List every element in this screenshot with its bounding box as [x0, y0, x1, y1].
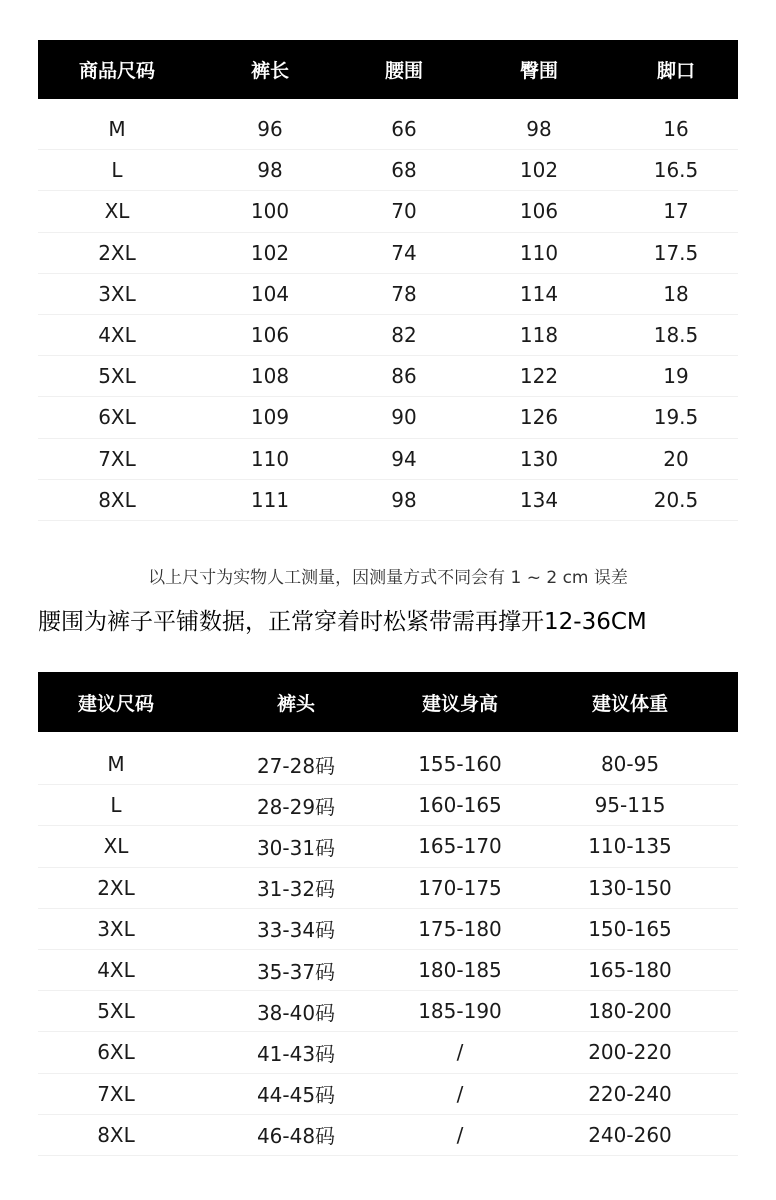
recommend-table-cell: 5XL	[97, 999, 135, 1024]
size-table-cell: 66	[391, 117, 417, 142]
recommend-table-row	[38, 826, 738, 867]
size-table-cell: 104	[250, 281, 290, 306]
size-table-header-cell: 脚口	[656, 60, 695, 82]
size-table-cell: 109	[250, 405, 290, 430]
recommend-table-cell: 44-45码	[256, 1083, 336, 1108]
recommend-table-cell: 130-150	[588, 875, 672, 900]
size-table-cell: 82	[391, 323, 417, 348]
recommend-table-cell: 80-95	[600, 752, 660, 777]
recommend-table-header	[38, 672, 738, 732]
size-table	[38, 40, 738, 521]
size-table-cell: M	[108, 117, 126, 142]
recommend-table-cell: M	[107, 752, 125, 777]
size-table-cell: 4XL	[98, 323, 136, 348]
recommend-table-cell: 30-31码	[256, 835, 336, 860]
recommend-table-row	[38, 1032, 738, 1073]
recommend-table-row	[38, 868, 738, 909]
recommend-table-cell: 170-175	[418, 875, 502, 900]
recommend-table-cell: 2XL	[97, 875, 135, 900]
size-table-header-cell: 裤长	[250, 60, 289, 82]
size-table-cell: 106	[519, 199, 559, 224]
size-table-cell: 122	[519, 364, 559, 389]
measurement-note: 以上尺寸为实物人工测量，因测量方式不同会有 1 ~ 2 cm 误差	[148, 568, 628, 588]
recommend-table-cell: 46-48码	[256, 1124, 336, 1149]
size-table-cell: 19.5	[653, 405, 699, 430]
waist-note: 腰围为裤子平铺数据，正常穿着时松紧带需再撑开12-36CM	[38, 609, 647, 635]
size-table-cell: 110	[250, 446, 290, 471]
recommend-table-body	[38, 732, 738, 1156]
recommend-table-cell: 31-32码	[256, 877, 336, 902]
recommend-table-row	[38, 1074, 738, 1115]
size-table-body	[38, 99, 738, 521]
recommend-table-row	[38, 785, 738, 826]
recommend-table-cell: 165-180	[588, 958, 672, 983]
size-table-cell: 16.5	[653, 158, 699, 183]
size-table-row	[38, 150, 738, 191]
size-table-cell: 90	[391, 405, 417, 430]
recommend-table-cell: 8XL	[97, 1122, 135, 1147]
size-table-cell: 16	[663, 117, 689, 142]
size-table-cell: 70	[391, 199, 417, 224]
size-table-row	[38, 315, 738, 356]
recommend-table-header-cell: 裤头	[276, 692, 315, 715]
recommend-table-cell: 240-260	[588, 1122, 672, 1147]
recommend-table-row	[38, 744, 738, 785]
size-table-row	[38, 233, 738, 274]
size-table-cell: 130	[519, 446, 559, 471]
size-table-header-cell: 臀围	[519, 60, 558, 82]
size-table-cell: XL	[104, 199, 130, 224]
size-table-cell: 98	[257, 158, 283, 183]
recommend-table-cell: 38-40码	[256, 1000, 336, 1025]
size-table-header-cell: 腰围	[384, 60, 423, 82]
recommend-table-cell: 41-43码	[256, 1041, 336, 1066]
size-table-cell: 108	[250, 364, 290, 389]
recommend-table-cell: L	[110, 793, 122, 818]
size-table-cell: 68	[391, 158, 417, 183]
recommend-table-cell: 33-34码	[256, 918, 336, 943]
recommend-table-cell: 180-185	[418, 958, 502, 983]
size-table-cell: 126	[519, 405, 559, 430]
size-table-cell: 74	[391, 240, 417, 265]
recommend-table-row	[38, 950, 738, 991]
recommend-table-cell: 7XL	[97, 1081, 135, 1106]
size-table-cell: 78	[391, 281, 417, 306]
size-table-cell: 114	[519, 281, 559, 306]
recommend-table-cell: /	[456, 1040, 464, 1065]
recommend-table-cell: 27-28码	[256, 753, 336, 778]
size-table-cell: 17.5	[653, 240, 699, 265]
size-table-cell: 110	[519, 240, 559, 265]
size-table-cell: 5XL	[98, 364, 136, 389]
recommend-table-cell: 35-37码	[256, 959, 336, 984]
size-table-cell: 98	[391, 487, 417, 512]
size-table-row	[38, 191, 738, 232]
size-table-cell: L	[111, 158, 123, 183]
size-table-cell: 2XL	[98, 240, 136, 265]
size-table-cell: 118	[519, 323, 559, 348]
size-table-row	[38, 480, 738, 521]
size-table-header	[38, 40, 738, 99]
size-table-row	[38, 397, 738, 438]
size-table-cell: 8XL	[98, 487, 136, 512]
size-table-cell: 94	[391, 446, 417, 471]
recommend-table-cell: 185-190	[418, 999, 502, 1024]
recommend-table-cell: 110-135	[588, 834, 672, 859]
size-table-header-cell: 商品尺码	[78, 60, 155, 82]
size-table-cell: 98	[526, 117, 552, 142]
recommend-table-cell: 175-180	[418, 916, 502, 941]
recommend-table-header-cell: 建议尺码	[77, 692, 154, 715]
recommend-table-cell: 95-115	[594, 793, 666, 818]
size-table-cell: 100	[250, 199, 290, 224]
size-table-cell: 18	[663, 281, 689, 306]
size-table-cell: 19	[663, 364, 689, 389]
recommend-table-row	[38, 991, 738, 1032]
size-table-row	[38, 439, 738, 480]
recommend-table-cell: /	[456, 1122, 464, 1147]
size-table-cell: 6XL	[98, 405, 136, 430]
size-table-cell: 102	[250, 240, 290, 265]
recommend-table-row	[38, 1115, 738, 1156]
recommend-table-cell: XL	[103, 834, 129, 859]
recommend-table-header-cell: 建议身高	[421, 692, 498, 715]
recommend-table-cell: 160-165	[418, 793, 502, 818]
recommend-table-row	[38, 909, 738, 950]
recommend-table-cell: 6XL	[97, 1040, 135, 1065]
recommend-table-header-cell: 建议体重	[591, 692, 668, 715]
recommend-table-cell: 4XL	[97, 958, 135, 983]
size-table-cell: 3XL	[98, 281, 136, 306]
size-table-cell: 102	[519, 158, 559, 183]
recommend-table-cell: 220-240	[588, 1081, 672, 1106]
size-table-row	[38, 109, 738, 150]
size-table-row	[38, 356, 738, 397]
recommend-table	[38, 672, 738, 1156]
recommend-table-cell: 150-165	[588, 916, 672, 941]
recommend-table-cell: 180-200	[588, 999, 672, 1024]
size-table-cell: 18.5	[653, 323, 699, 348]
recommend-table-cell: 200-220	[588, 1040, 672, 1065]
recommend-table-cell: 155-160	[418, 752, 502, 777]
recommend-table-cell: /	[456, 1081, 464, 1106]
size-table-cell: 7XL	[98, 446, 136, 471]
size-table-cell: 134	[519, 487, 559, 512]
recommend-table-cell: 3XL	[97, 916, 135, 941]
size-table-cell: 106	[250, 323, 290, 348]
size-table-cell: 111	[250, 487, 290, 512]
recommend-table-cell: 165-170	[418, 834, 502, 859]
size-table-cell: 20.5	[653, 487, 699, 512]
size-table-row	[38, 274, 738, 315]
recommend-table-cell: 28-29码	[256, 794, 336, 819]
size-table-cell: 86	[391, 364, 417, 389]
size-table-cell: 17	[663, 199, 689, 224]
size-table-cell: 20	[663, 446, 689, 471]
size-table-cell: 96	[257, 117, 283, 142]
